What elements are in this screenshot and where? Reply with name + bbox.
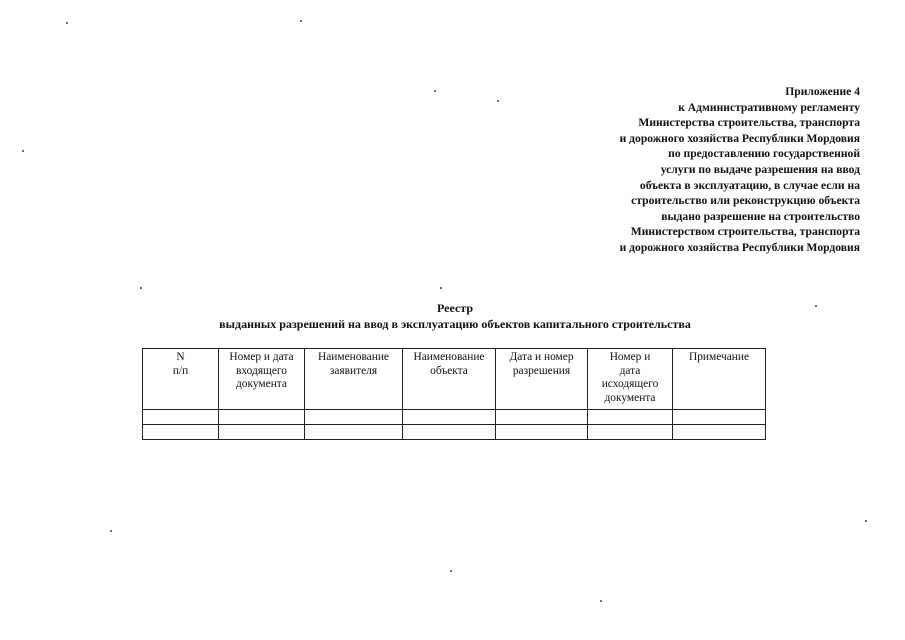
- annex-line: и дорожного хозяйства Республики Мордовия: [619, 131, 860, 145]
- table-row: [143, 425, 766, 440]
- header-text: Дата и номер: [509, 351, 574, 363]
- table-row: [143, 410, 766, 425]
- table-header-row: [143, 349, 766, 410]
- annex-header: [530, 84, 860, 256]
- header-text: разрешения: [512, 364, 571, 377]
- scan-speck: [434, 90, 436, 92]
- registry-table: [142, 348, 766, 440]
- scan-speck: [440, 287, 442, 289]
- table-cell: [403, 425, 496, 440]
- column-header-note: [673, 349, 766, 410]
- header-text: Наименование: [318, 351, 389, 363]
- annex-line: Министерством строительства, транспорта: [630, 225, 860, 239]
- header-text: Примечание: [688, 351, 750, 363]
- header-text: исходящего: [601, 378, 659, 391]
- header-text: N: [176, 351, 185, 363]
- header-text: входящего: [236, 364, 287, 377]
- table-cell: [588, 425, 673, 440]
- header-text: Наименование: [413, 351, 485, 363]
- annex-line: Министерства строительства, транспорта: [638, 116, 860, 130]
- scan-speck: [66, 22, 68, 24]
- column-header-outgoing-document: [588, 349, 673, 410]
- scan-speck: [140, 287, 142, 289]
- column-header-number: [143, 349, 219, 410]
- column-header-object: [403, 349, 496, 410]
- table-cell: [496, 425, 588, 440]
- header-text: документа: [236, 378, 287, 391]
- table-cell: [496, 410, 588, 425]
- annex-line: строительство или реконструкцию объекта: [631, 194, 860, 208]
- header-text: документа: [604, 391, 656, 404]
- annex-line: по предоставлению государственной: [668, 147, 860, 161]
- annex-line: к Административному регламенту: [678, 100, 860, 114]
- scan-speck: [865, 520, 867, 522]
- annex-line: выдано разрешение на строительство: [661, 209, 860, 223]
- scan-speck: [110, 530, 112, 532]
- column-header-incoming-document: [219, 349, 305, 410]
- title-line-1: Реестр: [436, 301, 473, 315]
- table-cell: [305, 410, 403, 425]
- annex-line: и дорожного хозяйства Республики Мордовия: [619, 240, 860, 254]
- scan-speck: [300, 20, 302, 22]
- document-title: [140, 300, 770, 332]
- table-cell: [588, 410, 673, 425]
- table-cell: [673, 410, 766, 425]
- annex-line: объекта в эксплуатацию, в случае если на: [639, 178, 860, 192]
- header-text: дата: [619, 364, 641, 377]
- scan-speck: [815, 305, 817, 307]
- table-cell: [219, 410, 305, 425]
- header-text: п/п: [172, 364, 189, 377]
- table-cell: [305, 425, 403, 440]
- table-cell: [143, 425, 219, 440]
- table-cell: [403, 410, 496, 425]
- annex-line: услуги по выдаче разрешения на ввод: [660, 162, 860, 176]
- header-text: Номер и: [609, 351, 651, 363]
- table-cell: [219, 425, 305, 440]
- header-text: Номер и дата: [229, 351, 294, 363]
- scan-speck: [497, 100, 499, 102]
- scan-speck: [22, 150, 24, 152]
- header-text: заявителя: [329, 364, 378, 377]
- title-line-2: выданных разрешений на ввод в эксплуатацию объектов капитального строительства: [219, 317, 691, 331]
- column-header-applicant: [305, 349, 403, 410]
- table-cell: [143, 410, 219, 425]
- column-header-permit: [496, 349, 588, 410]
- header-text: объекта: [430, 364, 468, 377]
- annex-line: Приложение 4: [785, 85, 860, 98]
- table-cell: [673, 425, 766, 440]
- scan-speck: [600, 600, 602, 602]
- scan-speck: [450, 570, 452, 572]
